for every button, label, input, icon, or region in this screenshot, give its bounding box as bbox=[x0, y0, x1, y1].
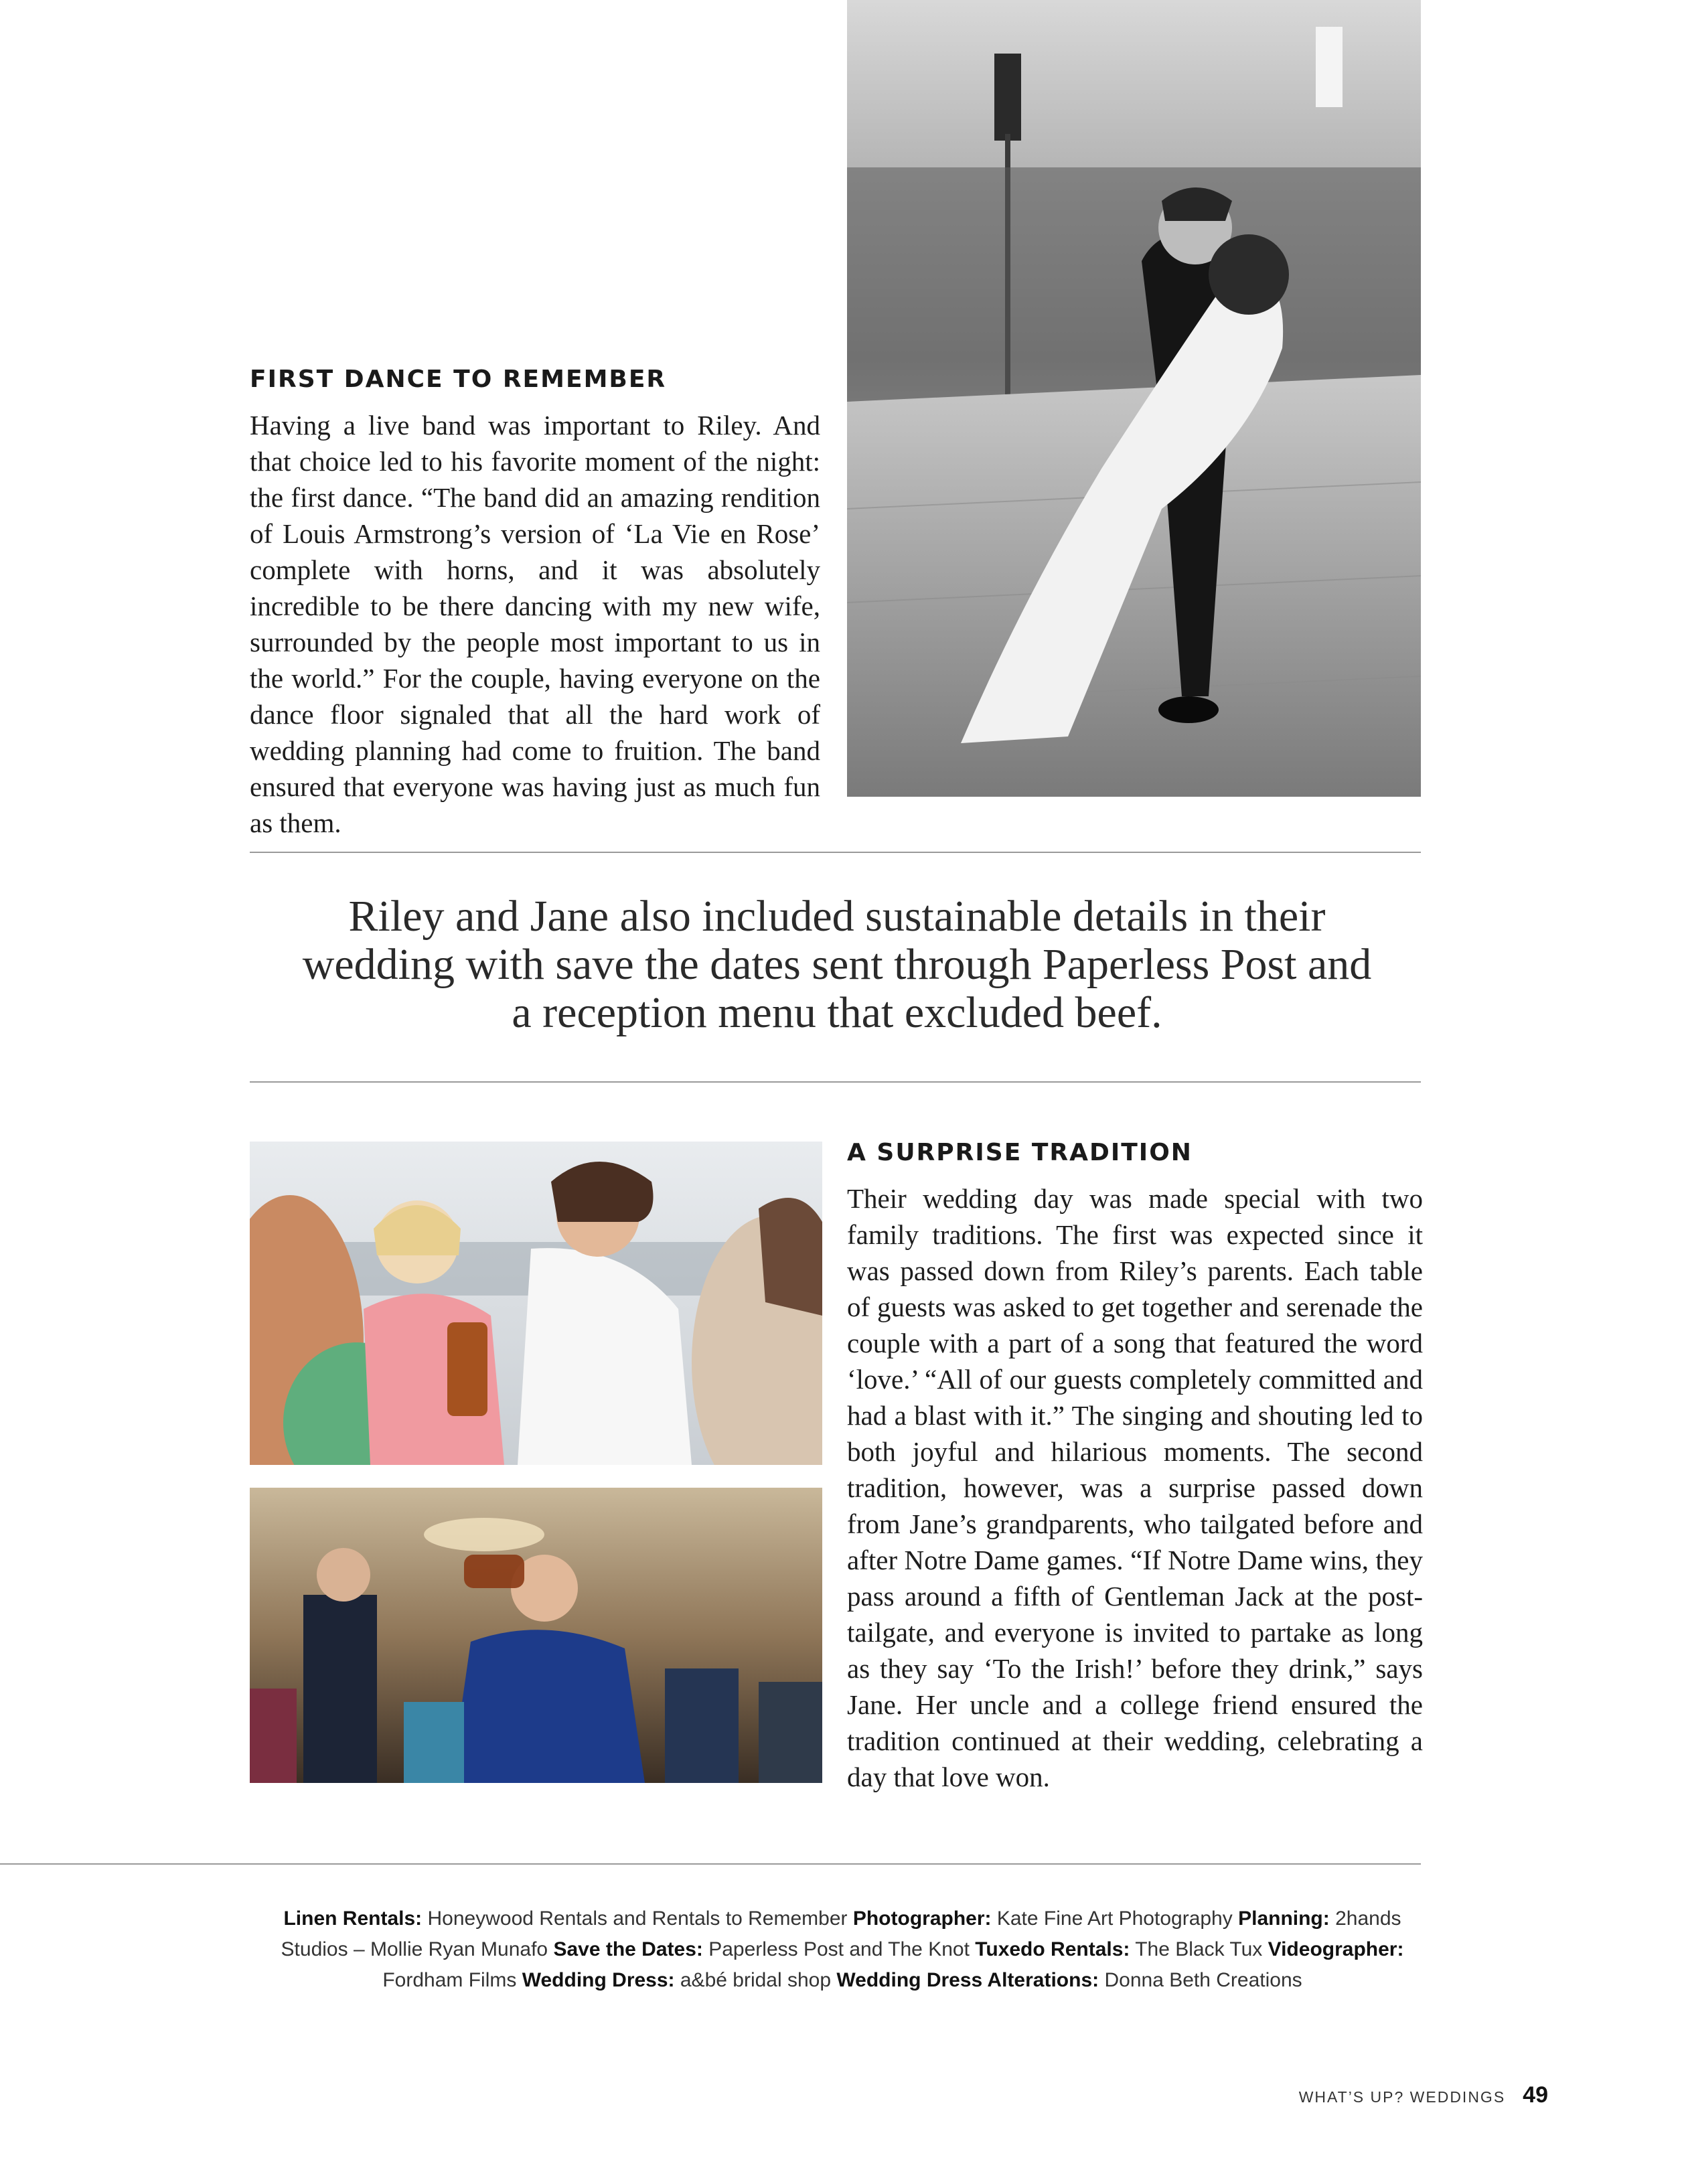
tradition-drink-photo bbox=[250, 1488, 822, 1783]
first-dance-heading: FIRST DANCE TO REMEMBER bbox=[250, 366, 667, 393]
credit-value: a&bé bridal shop bbox=[680, 1969, 832, 1991]
divider-top bbox=[250, 852, 1421, 853]
credit-label: Wedding Dress Alterations: bbox=[836, 1969, 1099, 1991]
credit-label: Save the Dates: bbox=[553, 1938, 703, 1960]
surprise-tradition-heading: A SURPRISE TRADITION bbox=[847, 1139, 1193, 1166]
first-dance-photo bbox=[847, 0, 1421, 797]
page-folio bbox=[1299, 2082, 1548, 2108]
divider-bottom bbox=[250, 1081, 1421, 1083]
credit-value: The Black Tux bbox=[1135, 1938, 1263, 1960]
credit-label: Photographer: bbox=[852, 1907, 992, 1930]
credits-divider bbox=[0, 1863, 1421, 1865]
credit-value: Fordham Films bbox=[382, 1969, 517, 1991]
credit-value: Honeywood Rentals and Rentals to Remember bbox=[427, 1907, 848, 1930]
credit-value: 2hands Studios – Mollie Ryan Munafo bbox=[281, 1907, 1401, 1960]
credit-label: Tuxedo Rentals: bbox=[975, 1938, 1130, 1960]
pull-quote: Riley and Jane also included sustainable details in their wedding with save the dates sent through Paperless Post and a reception menu that excluded beef. bbox=[302, 892, 1372, 1037]
vendor-credits bbox=[256, 1903, 1428, 1996]
credit-value: Paperless Post and The Knot bbox=[708, 1938, 970, 1960]
credit-label: Planning: bbox=[1238, 1907, 1330, 1930]
credit-label: Wedding Dress: bbox=[522, 1969, 675, 1991]
credit-label: Videographer: bbox=[1268, 1938, 1404, 1960]
guests-celebration-photo bbox=[250, 1142, 822, 1465]
surprise-tradition-body: Their wedding day was made special with two family traditions. The first was expected since it was passed down from Riley’s parents. Each table of guests was asked to get together and serenade the couple with a part of a song that featured the word ‘love.’ “All of our guests completely committed and had a blast with it.” The singing and shouting led to both joyful and hilarious moments. The second tradition, however, was a surprise passed down from Jane’s grandparents, who tailgated before and after Notre Dame games. “If Notre Dame wins, they pass around a fifth of Gentleman Jack at the post-tailgate, and everyone is invited to partake as long as they say ‘To the Irish!’ before they drink,” says Jane. Her uncle and a college friend ensured the tradition continued at their wedding, celebrating a day that love won. bbox=[847, 1183, 1423, 1792]
credit-label: Linen Rentals: bbox=[283, 1907, 423, 1930]
publication-name: WHAT’S UP? WEDDINGS bbox=[1298, 2088, 1506, 2106]
credit-value: Kate Fine Art Photography bbox=[996, 1907, 1233, 1930]
first-dance-body: Having a live band was important to Riley. And that choice led to his favorite moment of the night: the first dance. “The band did an amazing rendition of Louis Armstrong’s version of ‘La Vie en Rose’ complete with horns, and it was absolutely incredible to be there dancing with my new wife, surrounded by the people most important to us in the world.” For the couple, having everyone on the dance floor signaled that all the hard work of wedding planning had come to fruition. The band ensured that everyone was having just as much fun as them. bbox=[250, 410, 820, 838]
credit-value: Donna Beth Creations bbox=[1104, 1969, 1302, 1991]
page-number: 49 bbox=[1523, 2082, 1548, 2108]
